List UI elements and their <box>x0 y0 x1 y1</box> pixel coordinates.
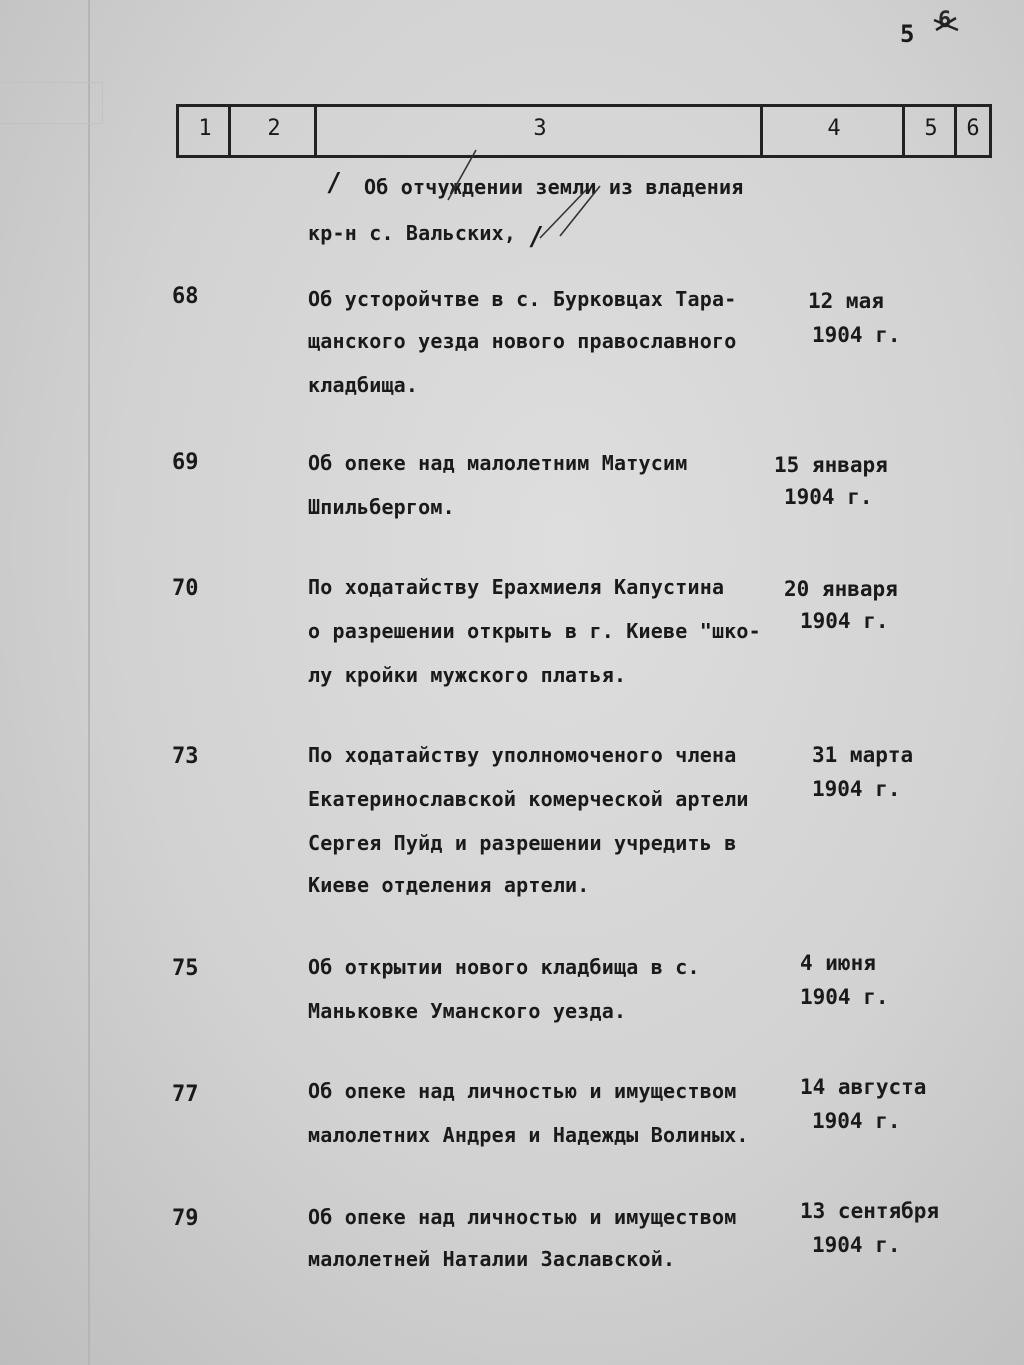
entry-date-year: 1904 г. <box>800 609 889 633</box>
entry-number: 70 <box>172 576 199 601</box>
entry-line: По ходатайству уполномоченого члена <box>308 743 737 767</box>
entry-line: По ходатайству Ерахмиеля Капустина <box>308 575 725 599</box>
continued-line-2: кр-н с. Вальских, <box>308 221 517 245</box>
entry-line: о разрешении открыть в г. Киеве "шко- <box>308 619 761 643</box>
entry-date-day: 14 августа <box>800 1075 927 1099</box>
header-col-3: 3 <box>314 107 763 155</box>
entry-line: лу кройки мужского платья. <box>308 663 627 687</box>
entry-line: Шпильбергом. <box>308 495 455 519</box>
entry-line: Екатеринославской комерческой артели <box>308 787 749 811</box>
entry-line: Об опеке над личностью и имуществом <box>308 1079 737 1103</box>
entry-line: малолетних Андрея и Надежды Волиных. <box>308 1123 749 1147</box>
continued-line-1: Об отчуждении земли из владения <box>364 175 744 199</box>
entry-number: 79 <box>172 1206 199 1231</box>
entry-date-year: 1904 г. <box>800 985 889 1009</box>
header-col-1: 1 <box>176 107 231 155</box>
entry-date-year: 1904 г. <box>812 1233 901 1257</box>
entry-line: Об открытии нового кладбища в с. <box>308 955 700 979</box>
entry-number: 68 <box>172 284 199 309</box>
entry-line: малолетней Наталии Заславской. <box>308 1247 676 1271</box>
header-col-5: 5 <box>902 107 957 155</box>
slash-mark-close: / <box>528 222 544 252</box>
entry-number: 69 <box>172 450 199 475</box>
entry-date-day: 12 мая <box>808 289 884 313</box>
entry-date-day: 15 января <box>774 453 888 477</box>
entry-date-day: 31 марта <box>812 743 914 767</box>
entry-line: Сергея Пуйд и разрешении учредить в <box>308 831 737 855</box>
entry-date-day: 20 января <box>784 577 898 601</box>
slash-mark-open: / <box>326 168 342 198</box>
entry-number: 73 <box>172 744 199 769</box>
page-number: 5 <box>900 20 915 48</box>
entry-date-year: 1904 г. <box>812 1109 901 1133</box>
entry-date-year: 1904 г. <box>812 777 901 801</box>
entry-line: Киеве отделения артели. <box>308 873 590 897</box>
header-col-4: 4 <box>760 107 905 155</box>
entry-line: Об опеке над личностью и имуществом <box>308 1205 737 1229</box>
old-page-number-text: 6 <box>938 8 952 33</box>
header-col-2: 2 <box>228 107 317 155</box>
entry-date-year: 1904 г. <box>812 323 901 347</box>
pencil-strokes <box>0 0 1024 300</box>
entry-line: Маньковке Уманского уезда. <box>308 999 627 1023</box>
entry-number: 75 <box>172 956 199 981</box>
header-col-6: 6 <box>954 107 992 155</box>
entry-line: щанского уезда нового православного <box>308 329 737 353</box>
entry-date-day: 4 июня <box>800 951 876 975</box>
entry-number: 77 <box>172 1082 199 1107</box>
entry-date-day: 13 сентября <box>800 1199 940 1223</box>
entry-date-year: 1904 г. <box>784 485 873 509</box>
entry-line: Об усторойчтве в с. Бурковцах Тара- <box>308 287 737 311</box>
entry-line: кладбища. <box>308 373 419 397</box>
entry-line: Об опеке над малолетним Матусим <box>308 451 688 475</box>
